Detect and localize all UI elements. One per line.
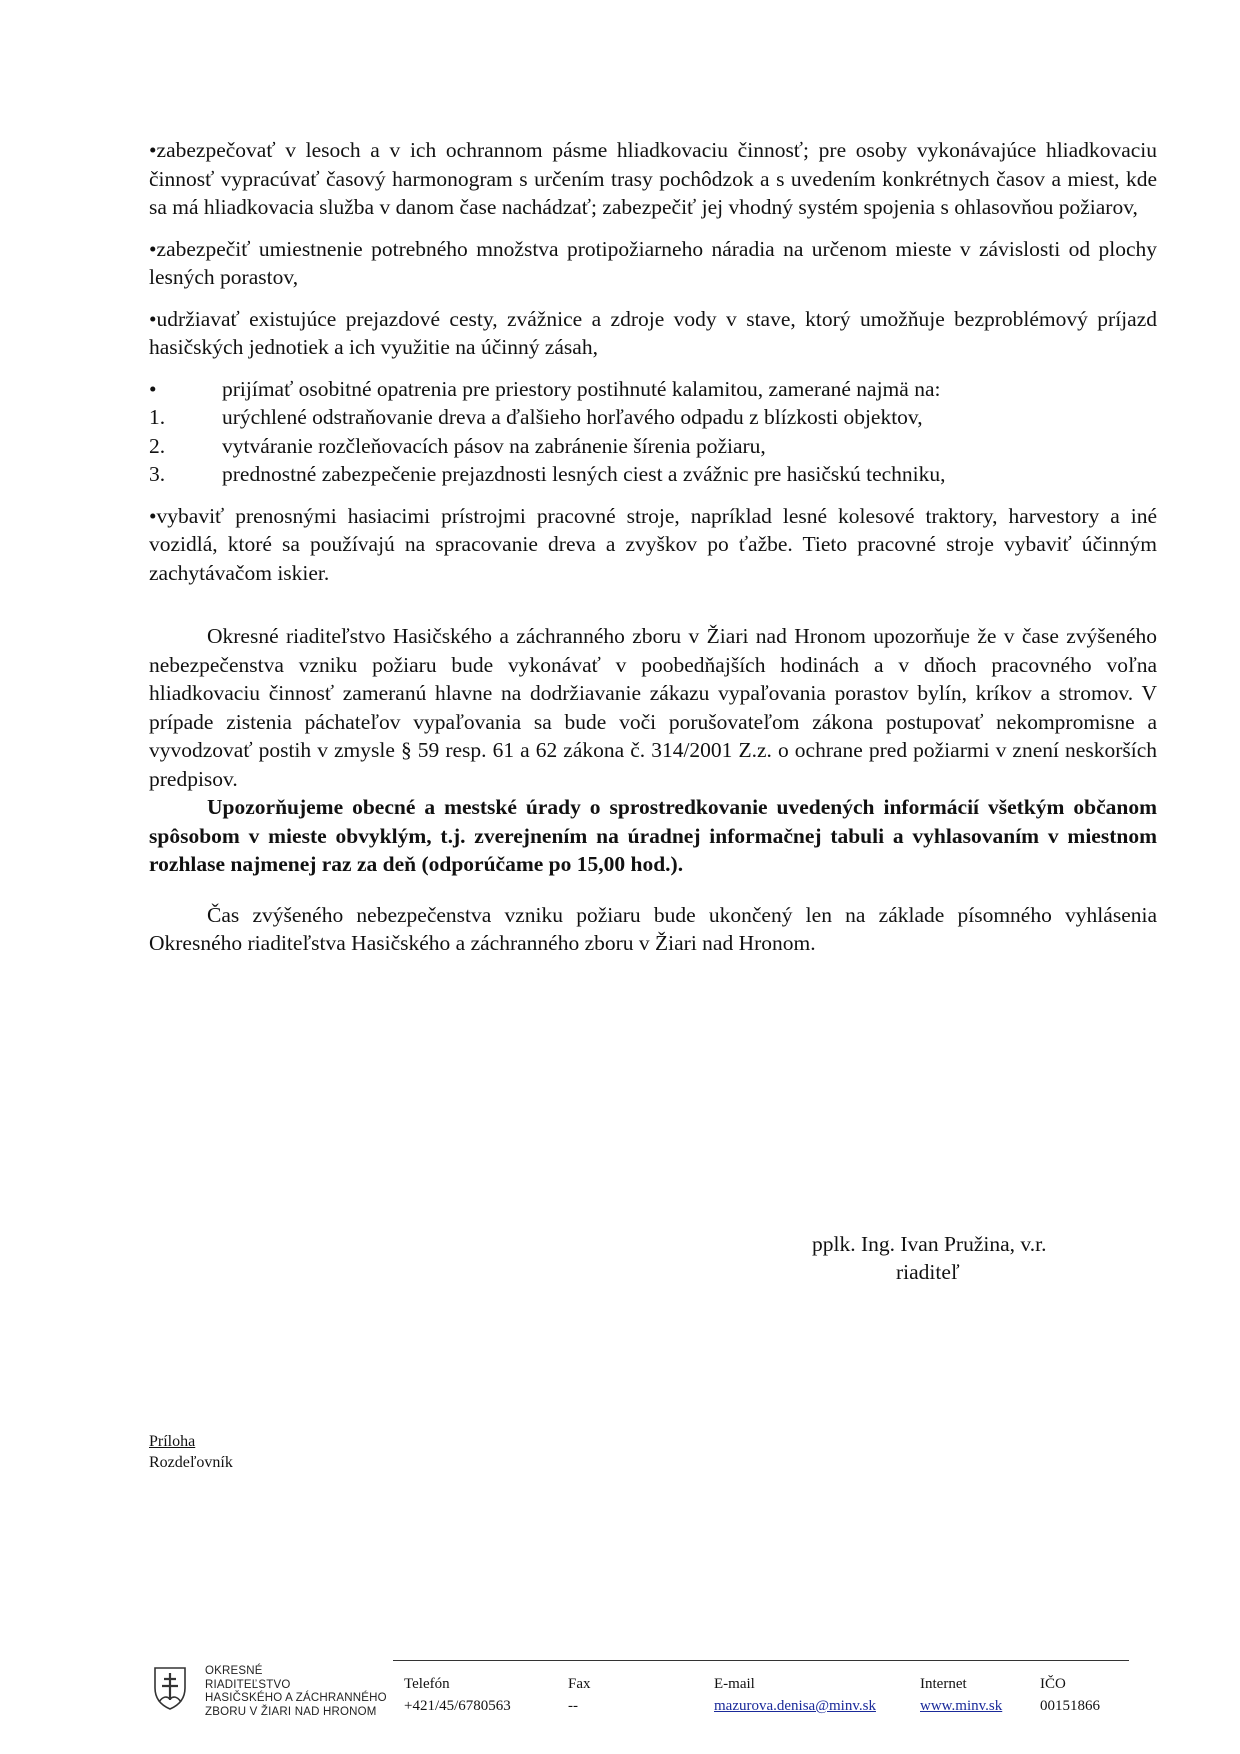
- bullet-marker: •: [149, 138, 157, 162]
- closing-paragraph: Čas zvýšeného nebezpečenstva vzniku požiaru bude ukončený len na základe písomného vyhlásenia Okresného riaditeľstva Hasičského a záchranného zboru v Žiari nad Hronom.: [149, 902, 1157, 955]
- list-number: 1.: [149, 405, 166, 429]
- footer-fax: [568, 1673, 591, 1717]
- list-item-text: urýchlené odstraňovanie dreva a ďalšieho horľavého odpadu z blízkosti objektov,: [222, 405, 923, 429]
- list-item: [149, 432, 1157, 461]
- signatory-title: riaditeľ: [896, 1260, 960, 1284]
- list-number: 3.: [149, 462, 166, 486]
- spacer: [149, 879, 1157, 901]
- phone-label: Telefón: [404, 1676, 450, 1692]
- phone-value: +421/45/6780563: [404, 1698, 511, 1714]
- bullet-item: [149, 305, 1157, 362]
- ico-label: IČO: [1040, 1676, 1066, 1692]
- spacer: [149, 600, 1157, 622]
- bullet-item: [149, 502, 1157, 588]
- bullet-marker: •: [149, 236, 157, 261]
- fax-value: --: [568, 1698, 578, 1714]
- signatory-name: pplk. Ing. Ivan Pružina, v.r.: [812, 1232, 1047, 1256]
- signature-block: [812, 1230, 1046, 1286]
- footer-email: [714, 1673, 876, 1717]
- email-label: E-mail: [714, 1676, 755, 1692]
- attachments: [149, 1431, 233, 1473]
- list-intro-text: prijímať osobitné opatrenia pre priestory postihnuté kalamitou, zamerané najmä na:: [222, 376, 941, 401]
- list-item-text: prednostné zabezpečenie prejazdnosti lesných ciest a zvážnic pre hasičskú techniku,: [222, 462, 946, 486]
- document-body: [149, 136, 1157, 958]
- coat-of-arms-icon: [153, 1666, 187, 1710]
- bullet-text: zabezpečovať v lesoch a v ich ochrannom pásme hliadkovaciu činnosť; pre osoby vykonávajúce hliadkovaciu činnosť vypracúvať časový harmonogram s určením trasy pochôdzok a s uvedením konkrétnych časov a miest, kde sa má hliadkovacia služba v danom čase nachádzať; zabezpečiť jej vhodný systém spojenia s ohlasovňou požiarov,: [149, 138, 1157, 219]
- footer-ico: [1040, 1673, 1100, 1717]
- footer-divider: [393, 1660, 1129, 1661]
- attachment-item: Rozdeľovník: [149, 1454, 233, 1471]
- internet-label: Internet: [920, 1676, 967, 1692]
- bullet-item: [149, 235, 1157, 292]
- kalamita-list: [149, 375, 1157, 489]
- footer-internet: [920, 1673, 1002, 1717]
- list-item-text: vytváranie rozčleňovacích pásov na zabránenie šírenia požiaru,: [222, 433, 766, 458]
- bullet-item: [149, 136, 1157, 222]
- bullet-marker: •: [149, 306, 157, 331]
- list-intro: [149, 375, 1157, 404]
- org-line: ZBORU V ŽIARI NAD HRONOM: [205, 1705, 377, 1718]
- footer-phone: [404, 1673, 511, 1717]
- email-link[interactable]: mazurova.denisa@minv.sk: [714, 1698, 876, 1714]
- bullet-marker: •: [149, 503, 157, 528]
- org-line: RIADITEĽSTVO: [205, 1678, 291, 1691]
- org-line: OKRESNÉ: [205, 1665, 263, 1677]
- bold-notice-paragraph: Upozorňujeme obecné a mestské úrady o sprostredkovanie uvedených informácií všetkým občanom spôsobom v mieste obvyklým, t.j. zverejnením na úradnej informačnej tabuli a vyhlasovaním v miestnom rozhlase najmenej raz za deň (odporúčame po 15,00 hod.).: [149, 795, 1157, 876]
- bullet-text: zabezpečiť umiestnenie potrebného množstva protipožiarneho náradia na určenom mieste v závislosti od plochy lesných porastov,: [149, 236, 1157, 289]
- footer: [149, 1648, 1129, 1728]
- attachment-label: Príloha: [149, 1433, 196, 1450]
- bullet-marker: •: [149, 376, 157, 401]
- bullet-text: udržiavať existujúce prejazdové cesty, zvážnice a zdroje vody v stave, ktorý umožňuje bezproblémový príjazd hasičských jednotiek a ich využitie na účinný zásah,: [149, 306, 1157, 359]
- org-line: HASIČSKÉHO A ZÁCHRANNÉHO: [205, 1692, 387, 1704]
- bullet-text: vybaviť prenosnými hasiacimi prístrojmi pracovné stroje, napríklad lesné kolesové traktory, harvestory a iné vozidlá, ktoré sa používajú na spracovanie dreva a zvyškov po ťažbe. Tieto pracovné stroje vybaviť účinným zachytávačom iskier.: [149, 503, 1157, 585]
- list-item: [149, 460, 1157, 489]
- list-item: [149, 403, 1157, 432]
- ico-value: 00151866: [1040, 1698, 1100, 1714]
- fax-label: Fax: [568, 1676, 591, 1692]
- org-name: [205, 1665, 387, 1719]
- list-number: 2.: [149, 433, 166, 458]
- website-link[interactable]: www.minv.sk: [920, 1698, 1003, 1714]
- warning-paragraph: Okresné riaditeľstvo Hasičského a záchranného zboru v Žiari nad Hronom upozorňuje že v čase zvýšeného nebezpečenstva vzniku požiaru bude vykonávať v poobedňajších hodinách a v dňoch pracovného voľna hliadkovaciu činnosť zameranú hlavne na dodržiavanie zákazu vypaľovania porastov bylín, kríkov a stromov. V prípade zistenia páchateľov vypaľovania sa bude voči porušovateľom zákona postupovať nekompromisne a vyvodzovať postih v zmysle § 59 resp. 61 a 62 zákona č. 314/2001 Z.z. o ochrane pred požiarmi v znení neskorších predpisov.: [149, 624, 1157, 791]
